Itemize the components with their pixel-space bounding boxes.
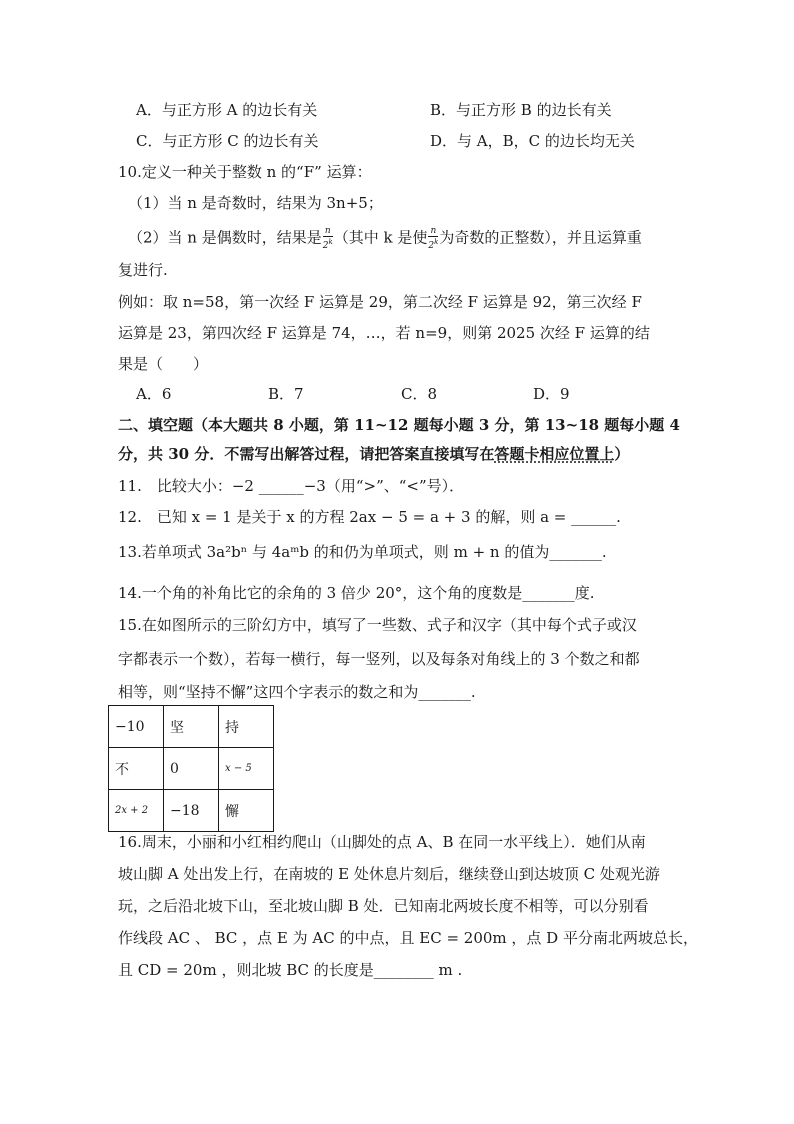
q10-option-d: D．9	[533, 385, 570, 403]
q16-line2: 坡山脚 A 处出发上行，在南坡的 E 处休息片刻后，继续登山到达坡顶 C 处观光游	[118, 865, 660, 883]
magic-cell: −18	[164, 790, 219, 832]
q9-option-d: D．与 A，B，C 的边长均无关	[430, 132, 635, 150]
q10-rule2	[128, 226, 642, 251]
magic-cell: 坚	[164, 706, 219, 748]
q10-rule2-c: 为奇数的正整数），并且运算重	[439, 228, 642, 247]
q15-line3: 相等，则“坚持不懈”这四个字表示的数之和为_______.	[118, 683, 476, 701]
q10-rule1: （1）当 n 是奇数时，结果为 3n+5；	[128, 194, 383, 212]
q9-option-a: A．与正方形 A 的边长有关	[136, 101, 318, 119]
q10-rule2-a: （2）当 n 是偶数时，结果是	[128, 228, 322, 247]
magic-cell: 2x + 2	[109, 790, 164, 832]
q10-option-a: A．6	[136, 385, 172, 403]
q16-line4: 作线段 AC 、 BC ，点 E 为 AC 的中点，且 EC = 200m ，点 D 平分南北两坡总长，	[118, 929, 698, 947]
q15-line2: 字都表示一个数），若每一横行，每一竖列，以及每条对角线上的 3 个数之和都	[118, 650, 640, 668]
q15-line1: 15.在如图所示的三阶幻方中，填写了一些数、式子和汉字（其中每个式子或汉	[118, 616, 637, 634]
q9-option-c: C．与正方形 C 的边长有关	[136, 132, 319, 150]
magic-square-row	[109, 706, 274, 748]
q10-option-c: C．8	[401, 385, 438, 403]
q10-example-line2: 运算是 23，第四次经 F 运算是 74，…，若 n=9，则第 2025 次经 F 运算的结	[118, 324, 650, 342]
q16-line3: 玩，之后沿北坡下山，至北坡山脚 B 处．已知南北两坡长度不相等，可以分别看	[118, 897, 649, 915]
q11: 11. 比较大小：−2 ______−3（用“>”、“<”号）．	[118, 477, 465, 495]
q10-title: 10.定义一种关于整数 n 的“F” 运算：	[118, 163, 372, 181]
q12: 12. 已知 x = 1 是关于 x 的方程 2ax − 5 = a + 3 的解，则 a = ______.	[118, 508, 621, 526]
magic-square-row	[109, 748, 274, 790]
q10-option-b: B．7	[268, 385, 304, 403]
magic-cell: x − 5	[219, 748, 274, 790]
magic-square-grid	[108, 705, 274, 832]
q16-line5: 且 CD = 20m ，则北坡 BC 的长度是________ m .	[118, 961, 463, 979]
answer-card-emphasis: 答题卡相应位置上	[494, 445, 615, 463]
q10-example-line1: 例如：取 n=58，第一次经 F 运算是 29，第二次经 F 运算是 92，第三次经 F	[118, 293, 642, 311]
fraction-n-over-2k: $\frac{n}{2^k}$	[322, 226, 333, 251]
q10-rule2-continued: 复进行.	[118, 261, 168, 279]
q9-option-b: B．与正方形 B 的边长有关	[430, 101, 612, 119]
magic-cell: 持	[219, 706, 274, 748]
magic-cell: −10	[109, 706, 164, 748]
magic-cell: 懈	[219, 790, 274, 832]
q10-rule2-b: （其中 k 是使	[333, 228, 428, 247]
q14: 14.一个角的补角比它的余角的 3 倍少 20°，这个角的度数是_______度.	[118, 584, 595, 602]
q13: 13.若单项式 3a²bⁿ 与 4aᵐb 的和仍为单项式，则 m + n 的值为_______.	[118, 543, 607, 561]
q10-example-line3: 果是（ ）	[118, 355, 209, 373]
q16-line1: 16.周末，小丽和小红相约爬山（山脚处的点 A、B 在同一水平线上）．她们从南	[118, 833, 646, 851]
magic-cell: 不	[109, 748, 164, 790]
section2-heading-line1: 二、填空题（本大题共 8 小题，第 11~12 题每小题 3 分，第 13~18 题每小题 4	[118, 416, 680, 434]
magic-square-row	[109, 790, 274, 832]
fraction-n-over-2k: $\frac{n}{2^k}$	[428, 226, 439, 251]
section2-heading-line2: 分，共 30 分．不需写出解答过程，请把答案直接填写在答题卡相应位置上）	[118, 445, 630, 463]
magic-cell: 0	[164, 748, 219, 790]
